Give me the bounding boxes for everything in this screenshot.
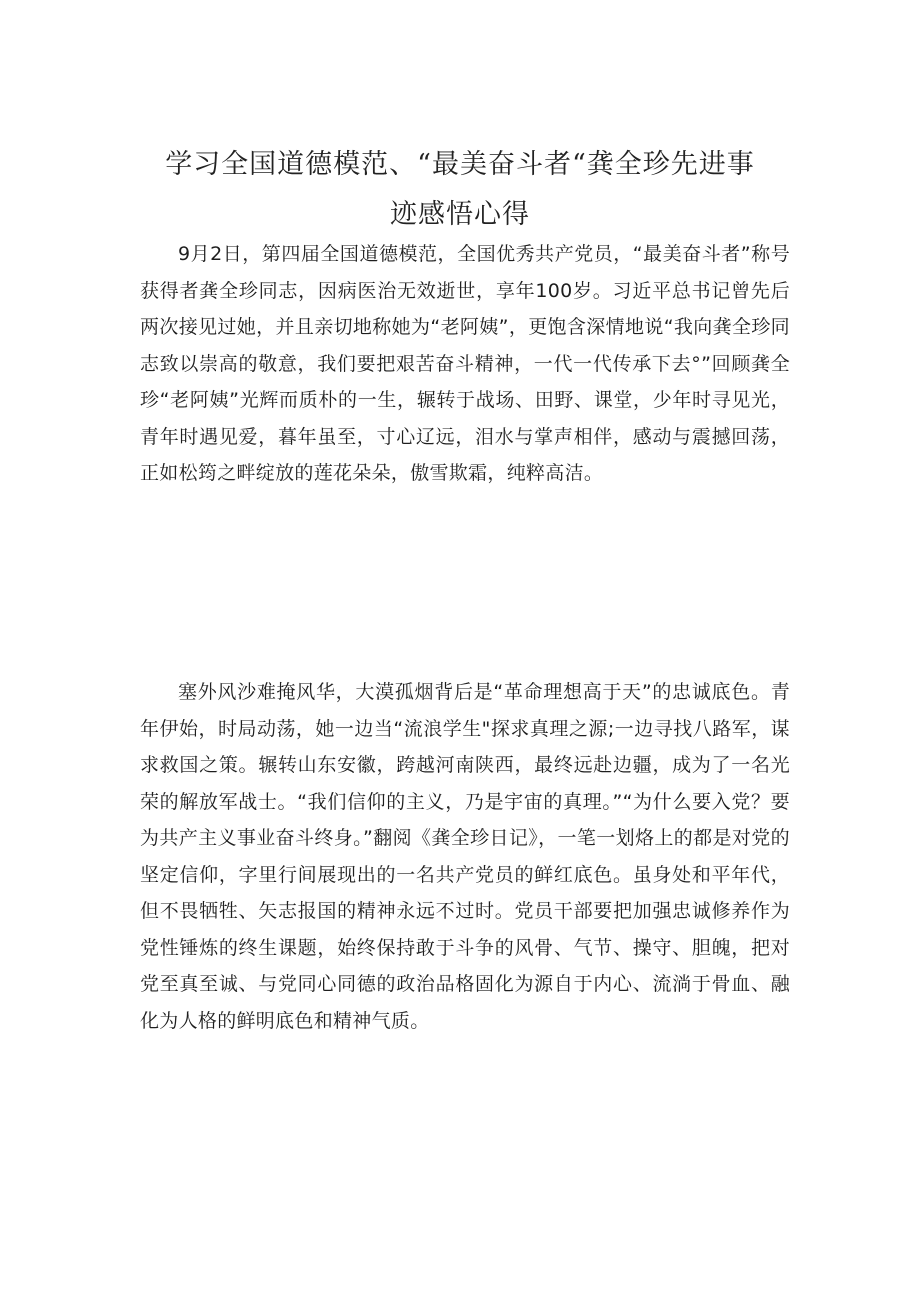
document-title bbox=[130, 140, 790, 240]
paragraph: 塞外风沙难掩风华，大漠孤烟背后是“革命理想高于天”的忠诚底色。青年伊始，时局动荡，她一边当“流浪学生"探求真理之源;一边寻找八路军，谋求救国之策。辗转山东安徽，跨越河南陕西，最终远赴边疆，成为了一名光荣的解放军战士。“我们信仰的主义，乃是宇宙的真理。”“为什么要入党？要为共产主义事业奋斗终身。”翻阅《龚全珍日记》，一笔一划烙上的都是对党的坚定信仰，字里行间展现出的一名共产党员的鲜红底色。虽身处和平年代，但不畏牺牲、矢志报国的精神永远不过时。党员干部要把加强忠诚修养作为党性锤炼的终生课题，始终保持敢于斗争的风骨、气节、操守、胆魄，把对党至真至诚、与党同心同德的政治品格固化为源自于内心、流淌于骨血、融化为人格的鲜明底色和精神气质。 bbox=[140, 681, 790, 1032]
paragraph: 9月2日，第四届全国道德模范，全国优秀共产党员，“最美奋斗者”称号获得者龚全珍同志，因病医治无效逝世，享年100岁。习近平总书记曾先后两次接见过她，并且亲切地称她为“老阿姨”，更饱含深情地说“我向龚全珍同志致以崇高的敬意，我们要把艰苦奋斗精神，一代一代传承下去°”回顾龚全珍“老阿姨”光辉而质朴的一生，辗转于战场、田野、课堂，少年时寻见光，青年时遇见爱，暮年虽至，寸心辽远，泪水与掌声相伴，感动与震撼回荡，正如松筠之畔绽放的莲花朵朵，傲雪欺霜，纯粹高洁。 bbox=[140, 243, 790, 484]
document-title-line-1: 学习全国道德模范、“最美奋斗者“龚全珍先进事 bbox=[165, 149, 755, 180]
document-title-line-2: 迹感悟心得 bbox=[390, 199, 530, 230]
